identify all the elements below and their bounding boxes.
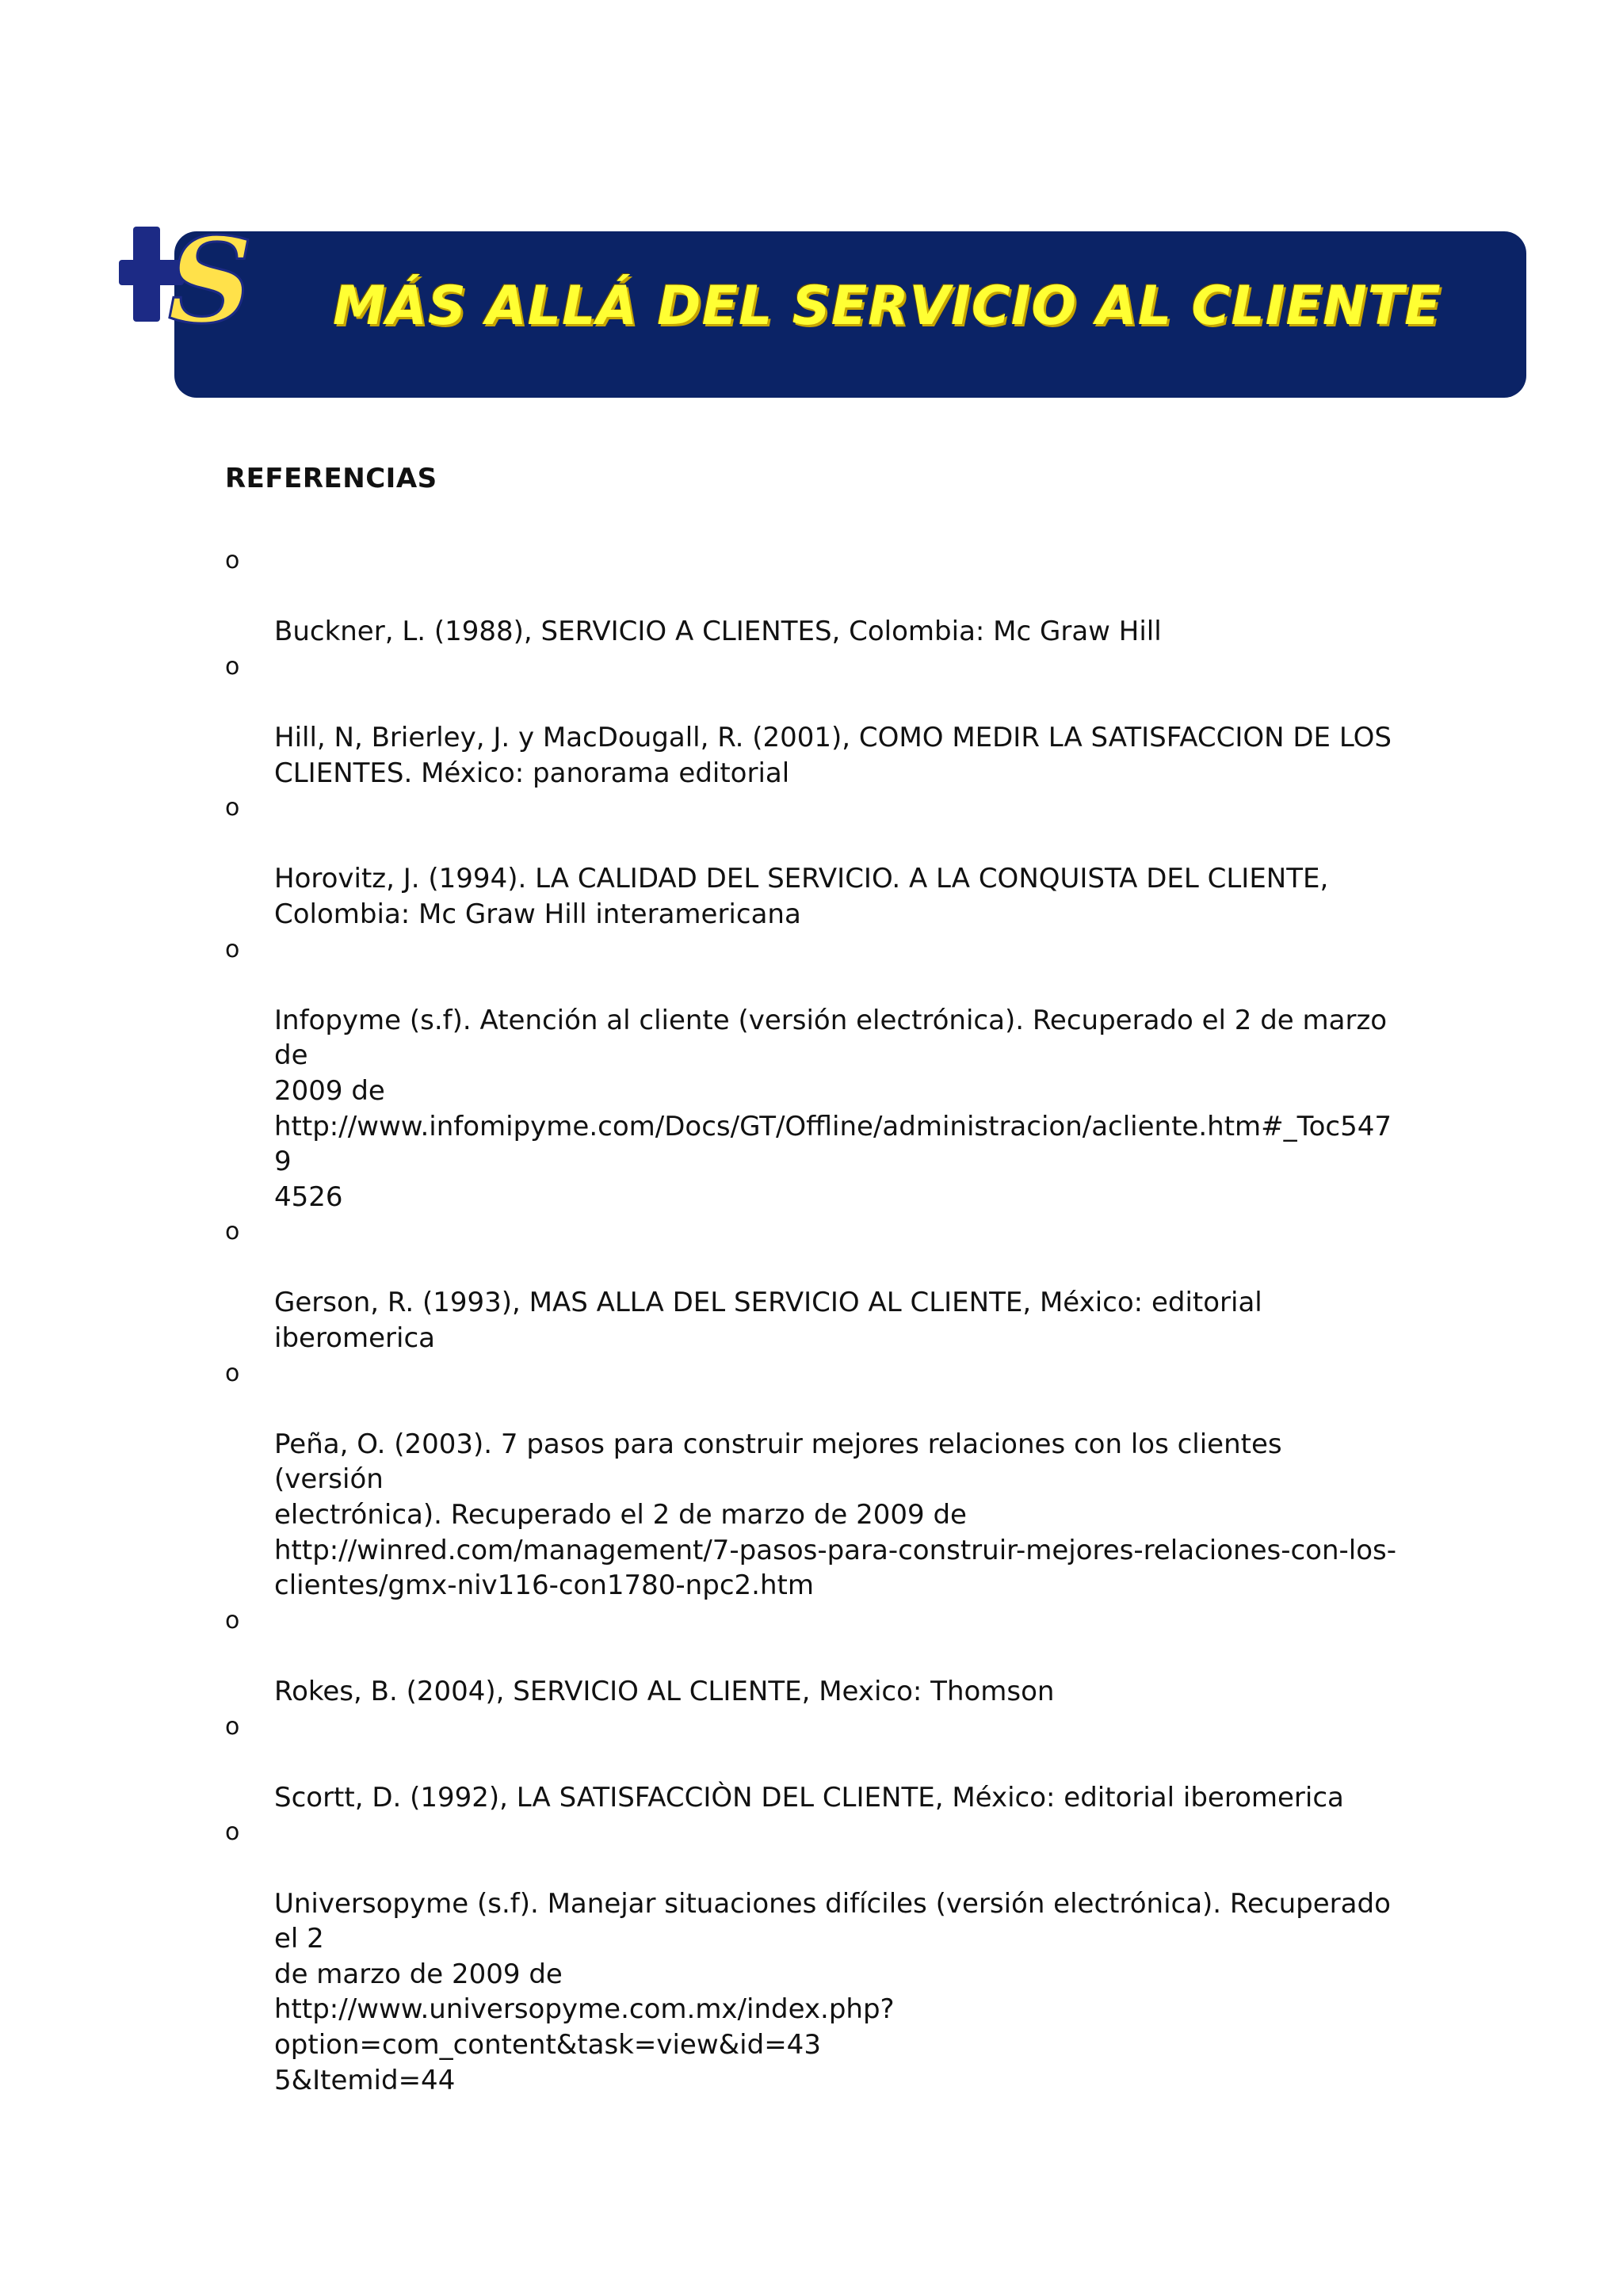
list-item [225,543,1398,650]
reference-text: Hill, N, Brierley, J. y MacDougall, R. (2001), COMO MEDIR LA SATISFACCION DE LOS CLIENTES. México: panorama editorial [274,721,1392,789]
logo [119,203,262,353]
list-item [225,1710,1398,1816]
reference-text: Horovitz, J. (1994). LA CALIDAD DEL SERVICIO. A LA CONQUISTA DEL CLIENTE, Colombia: Mc Graw Hill interamericana [274,863,1329,930]
bullet-icon: o [225,547,240,574]
list-item [225,1604,1398,1710]
bullet-icon: o [225,1218,240,1246]
bullet-icon: o [225,1712,240,1741]
list-item [225,933,1398,1215]
list-item [225,1815,1398,2098]
reference-text: Rokes, B. (2004), SERVICIO AL CLIENTE, Mexico: Thomson [274,1676,1055,1707]
reference-text: Scortt, D. (1992), LA SATISFACCIÒN DEL CLIENTE, México: editorial iberomerica [274,1781,1344,1814]
list-item [225,1356,1398,1604]
reference-text: Infopyme (s.f). Atención al cliente (versión electrónica). Recuperado el 2 de marzo de 2009 de http://www.infomipyme.com/Docs/GT/Offline/administracion/acliente.htm#_Toc5479 4526 [274,1004,1392,1213]
reference-text: Peña, O. (2003). 7 pasos para construir mejores relaciones con los clientes (versión electrónica). Recuperado el 2 de marzo de 2009 de http://winred.com/management/7-pasos-para-construir-mejores-relaciones-con-los- clientes/gmx-niv116-con1780-npc2.htm [274,1428,1397,1602]
bullet-icon: o [225,794,240,822]
reference-text: Universopyme (s.f). Manejar situaciones difíciles (versión electrónica). Recuperado el 2 de marzo de 2009 de http://www.universopyme.com.mx/index.php?option=com_content&task=view&id=43 5&Itemid=44 [274,1887,1391,2096]
list-item [225,1215,1398,1356]
bullet-icon: o [225,1359,240,1387]
bullet-icon: o [225,652,240,681]
list-item [225,791,1398,932]
reference-text: Buckner, L. (1988), SERVICIO A CLIENTES, Colombia: Mc Graw Hill [274,616,1162,648]
reference-text: Gerson, R. (1993), MAS ALLA DEL SERVICIO AL CLIENTE, México: editorial iberomerica [274,1287,1262,1355]
list-item [225,650,1398,791]
header-banner [174,231,1526,398]
references-list [225,543,1398,2098]
references-heading: REFERENCIAS [225,463,437,494]
bullet-icon: o [225,1818,240,1847]
page-title: MÁS ALLÁ DEL SERVICIO AL CLIENTE [333,275,1442,338]
bullet-icon: o [225,1606,240,1634]
s-logo-icon: S [168,212,253,349]
bullet-icon: o [225,935,240,963]
